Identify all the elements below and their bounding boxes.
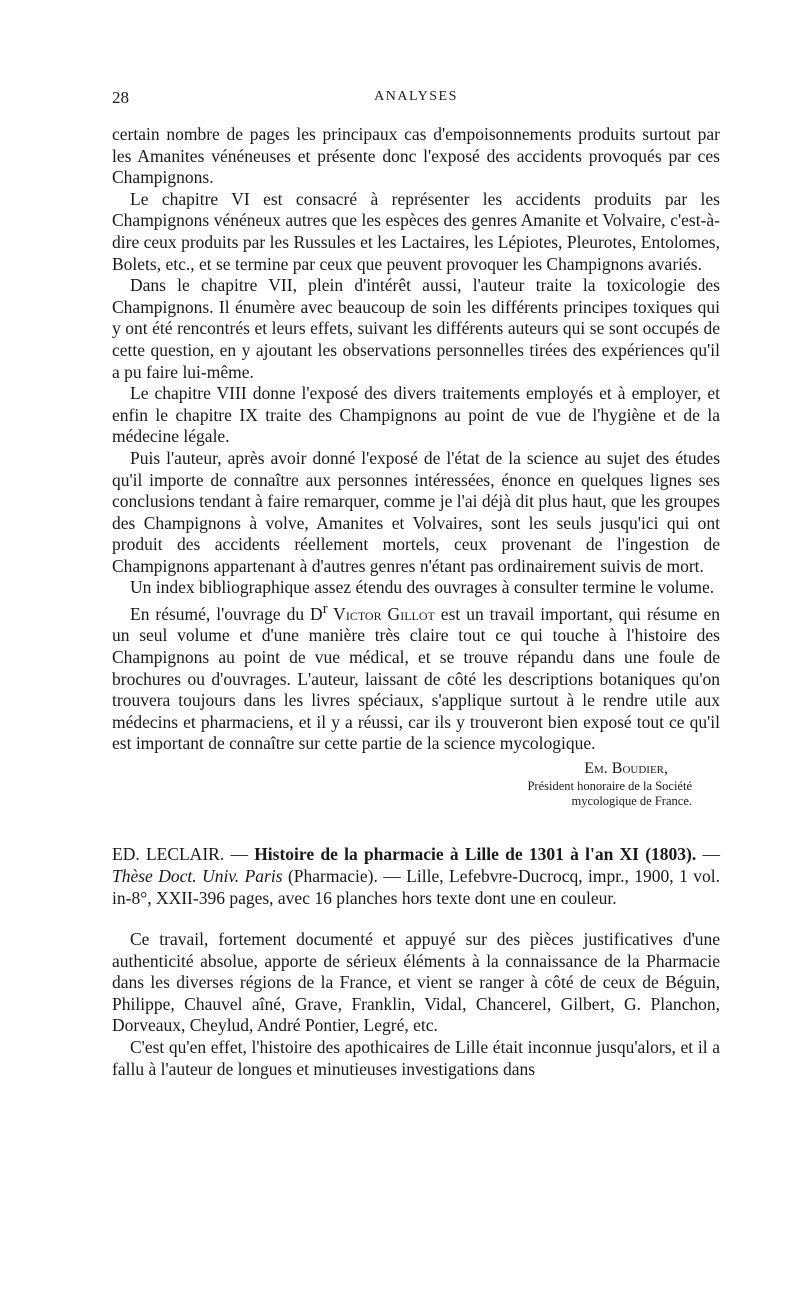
signature-block xyxy=(112,759,720,779)
review-title: Histoire de la pharmacie à Lille de 1301 à l'an XI (1803). xyxy=(254,844,697,865)
signature-title-line-2: mycologique de France. xyxy=(571,794,692,809)
paragraph: certain nombre de pages les principaux cas d'empoisonnements produits surtout par les Amanites vénéneuses et présente donc l'exposé des accidents provoqués par ces Champignons. xyxy=(112,124,720,188)
page-body xyxy=(112,124,720,1080)
page-number: 28 xyxy=(112,88,129,107)
paragraph: Dans le chapitre VII, plein d'intérêt aussi, l'auteur traite la toxicologie des Champignons. Il énumère avec beaucoup de soin les différents principes toxiques qui y ont été rencontrés et leurs effets, suivant les différents auteurs qui se sont occupés de cette question, en y ajoutant les observations personnelles tirées des expériences qu'il a pu faire lui-même. xyxy=(112,275,720,382)
dash: — xyxy=(224,844,255,865)
paragraph: Le chapitre VI est consacré à représenter les accidents produits par les Champignons vénéneux autres que les espèces des genres Amanite et Volvaire, c'est-à-dire ceux produits par les Russules et les Lactaires, les Lépiotes, Pleurotes, Entolomes, Bolets, etc., et se termine par ceux que peuvent provoquer les Champignons avariés. xyxy=(112,188,720,274)
author-name: Victor Gillot xyxy=(327,603,435,624)
signature-name: Em. Boudier, xyxy=(584,760,668,778)
review-citation xyxy=(112,843,720,909)
summary-text-start: En résumé, l'ouvrage du D xyxy=(130,603,323,624)
review-thesis: Thèse Doct. Univ. Paris xyxy=(112,866,283,887)
signature-title-line-1: Président honoraire de la Société xyxy=(527,779,692,794)
spacer xyxy=(112,909,720,929)
summary-text-end: est un travail important, qui résume en un seul volume et d'une manière très claire tout ce qui touche à l'histoire des Champignons au point de vue médical, et se trouve répandu dans une foule de brochures ou d'ouvrages. L'auteur, laissant de côté les descriptions botaniques qu'on trouvera toujours dans les livres spéciaux, s'applique surtout à le rendre utile aux médecins et pharmaciens, et il y a réussi, car ils y trouveront bien exposé tout ce qu'il est important de connaître sur cette partie de la science mycologique. xyxy=(112,603,720,754)
paragraph: Le chapitre VIII donne l'exposé des divers traitements employés et à employer, et enfin le chapitre IX traite des Champignons au point de vue de l'hygiène et de la médecine légale. xyxy=(112,383,720,447)
doctor-abbrev-sup: r xyxy=(322,601,328,618)
paragraph: Un index bibliographique assez étendu des ouvrages à consulter termine le volume. xyxy=(130,577,715,598)
review-heading xyxy=(112,843,720,909)
review-author: ED. LECLAIR. xyxy=(112,844,225,865)
paragraph: Puis l'auteur, après avoir donné l'exposé de l'état de la science au sujet des études qu'il importe de connaître aux personnes intéressées, énonce en quelques lignes ses conclusions tendant à faire remarquer, comme je l'ai déjà dit plus haut, que les groupes des Champignons à volve, Amanites et Volvaires, sont les seuls jusqu'ici qui ont produit des accidents réellement mortels, ceux provenant de l'ingestion de Champignons appartenant à d'autres genres n'étant pas ordinairement suivis de mort. xyxy=(112,447,720,576)
dash: — xyxy=(696,844,721,865)
review-paragraph: Ce travail, fortement documenté et appuyé sur des pièces justificatives d'une authenticité absolue, apporte de sérieux éléments à la connaissance de la Pharmacie dans les diverses régions de la France, et vient se ranger à côté de ceux de Béguin, Philippe, Chauvel aîné, Grave, Franklin, Vidal, Chancerel, Gilbert, G. Planchon, Dorveaux, Cheylud, André Pontier, Legré, etc. xyxy=(112,929,720,1036)
review-paragraph: C'est qu'en effet, l'histoire des apothicaires de Lille était inconnue jusqu'alors, et il a fallu à l'auteur de longues et minutieuses investigations dans xyxy=(112,1037,720,1079)
review-publication: (Pharmacie). — Lille, Lefebvre-Ducrocq, impr., 1900, 1 vol. in-8°, XXII-396 pages, avec 16 planches hors texte dont une en couleur. xyxy=(112,866,720,909)
page-header xyxy=(112,88,720,112)
summary-paragraph xyxy=(112,599,720,755)
running-head: ANALYSES xyxy=(374,89,458,104)
